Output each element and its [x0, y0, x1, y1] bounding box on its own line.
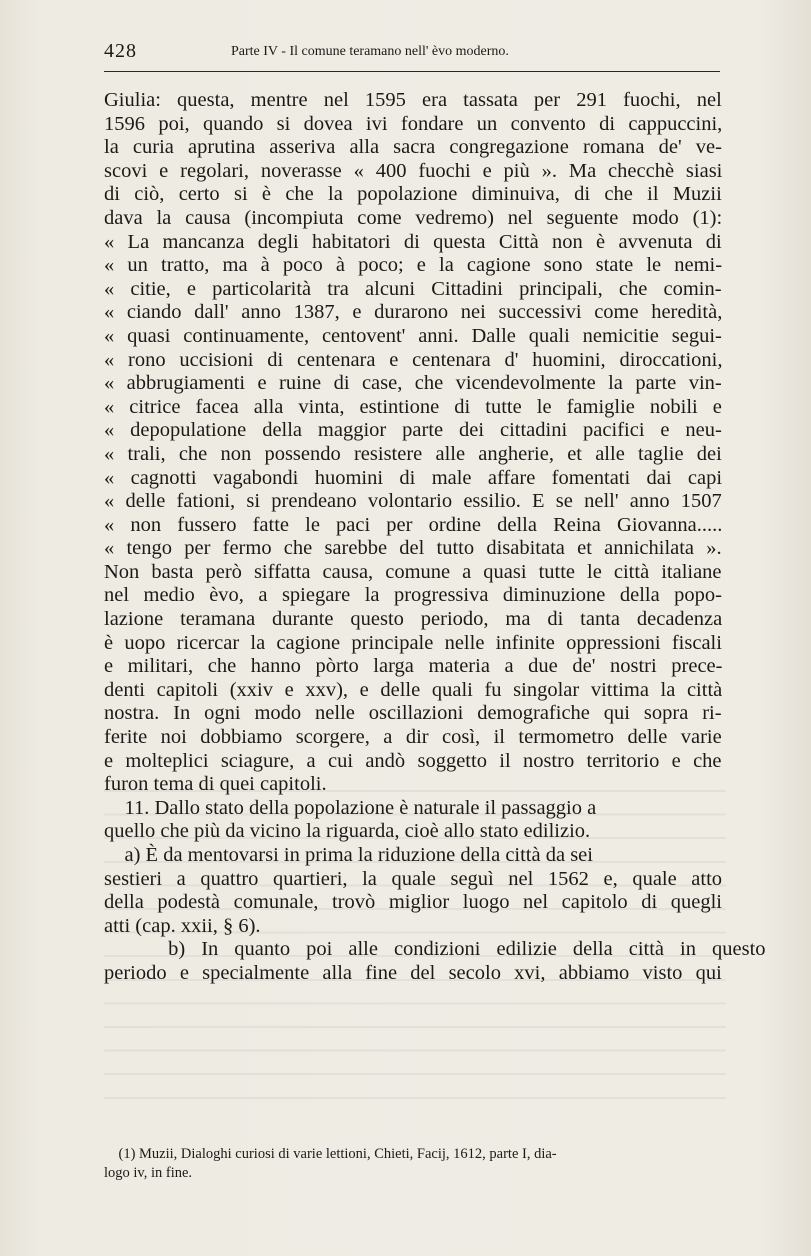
text-line: lazione teramana durante questo periodo, ma di tanta decadenza [104, 608, 723, 631]
footnote [104, 1145, 726, 1183]
text-line: sestieri a quattro quartieri, la quale seguì nel 1562 e, quale atto [104, 867, 723, 890]
running-head: Parte IV - Il comune teramano nell' èvo moderno. [231, 44, 509, 59]
text-line: denti capitoli (xxiv e xxv), e delle quali fu singolar vittima la città [104, 678, 723, 701]
text-line: atti (cap. xxii, § 6). [104, 914, 261, 937]
text-line: dava la causa (incompiuta come vedremo) nel seguente modo (1): [104, 206, 723, 229]
text-line: « abbrugiamenti e ruine di case, che vicendevolmente la parte vin- [104, 372, 722, 395]
text-line: « non fussero fatte le paci per ordine della Reina Giovanna..... [104, 513, 723, 536]
text-line: 11. Dallo stato della popolazione è naturale il passaggio a [104, 796, 597, 819]
text-line: della podestà comunale, trovò miglior luogo nel capitolo di quegli [104, 891, 722, 914]
text-line: « quasi continuamente, centovent' anni. Dalle quali nemicitie segui- [104, 324, 722, 347]
text-line: di ciò, certo si è che la popolazione diminuiva, di che il Muzii [104, 183, 722, 206]
text-line: periodo e specialmente alla fine del secolo xvi, abbiamo visto qui [104, 961, 722, 984]
text-line: a) È da mentovarsi in prima la riduzione della città da sei [104, 844, 593, 866]
text-line: « ciando dall' anno 1387, e durarono nei successivi come heredità, [104, 301, 723, 324]
header-rule [104, 71, 720, 72]
text-line: nostra. In ogni modo nelle oscillazioni demografiche qui sopra ri- [104, 702, 722, 725]
text-line: « un tratto, ma à poco à poco; e la cagione sono state le nemi- [104, 254, 723, 277]
text-line: la curia aprutina asseriva alla sacra congregazione romana de' ve- [104, 136, 722, 159]
text-line: nel medio èvo, a spiegare la progressiva diminuzione della popo- [104, 584, 722, 607]
footnote-line: logo iv, in fine. [104, 1165, 193, 1181]
text-line: « delle fationi, si prendeano volontario essilio. E se nell' anno 1507 [104, 490, 722, 513]
text-line: « tengo per fermo che sarebbe del tutto disabitata et annichilata ». [104, 537, 722, 560]
text-line: « La mancanza degli habitatori di questa Città non è avvenuta di [104, 230, 722, 253]
text-line: « cagnotti vagabondi huomini di male affare fomentati dai capi [104, 466, 723, 489]
text-line: è uopo ricercar la cagione principale nelle infinite oppressioni fiscali [104, 631, 722, 654]
text-line: « depopulatione della maggior parte dei cittadini pacifici e neu- [104, 419, 722, 442]
text-line: e molteplici sciagure, a cui andò soggetto il nostro territorio e che [104, 749, 722, 772]
text-line: 1596 poi, quando si dovea ivi fondare un convento di cappuccini, [104, 112, 723, 135]
text-line: « rono uccisioni di centenara e centenara d' huomini, diroccationi, [104, 348, 723, 371]
page-header [104, 40, 724, 72]
text-line: Giulia: questa, mentre nel 1595 era tassata per 291 fuochi, nel [104, 89, 722, 111]
text-line: « trali, che non possendo resistere alle angherie, et alle taglie dei [104, 442, 722, 465]
footnote-line: (1) Muzii, Dialoghi curiosi di varie lettioni, Chieti, Facij, 1612, parte I, dia- [104, 1146, 557, 1162]
body-text [104, 89, 766, 986]
text-line: Non basta però siffatta causa, comune a quasi tutte le città italiane [104, 560, 722, 583]
text-line: « citie, e particolarità tra alcuni Cittadini principali, che comin- [104, 277, 722, 300]
text-line: « citrice facea alla vinta, estintione di tutte le famiglie nobili e [104, 395, 722, 418]
page-number: 428 [104, 40, 137, 62]
text-line: e militari, che hanno pòrto larga materia a due de' nostri prece- [104, 655, 723, 678]
text-line: furon tema di quei capitoli. [104, 773, 327, 796]
text-line: ferite noi dobbiamo scorgere, a dir così, il termometro delle varie [104, 726, 722, 749]
text-line: quello che più da vicino la riguarda, cioè allo stato edilizio. [104, 820, 591, 843]
text-line: b) In quanto poi alle condizioni edilizie della città in questo [104, 938, 766, 961]
text-line: scovi e regolari, noverasse « 400 fuochi e più ». Ma checchè siasi [104, 159, 723, 182]
